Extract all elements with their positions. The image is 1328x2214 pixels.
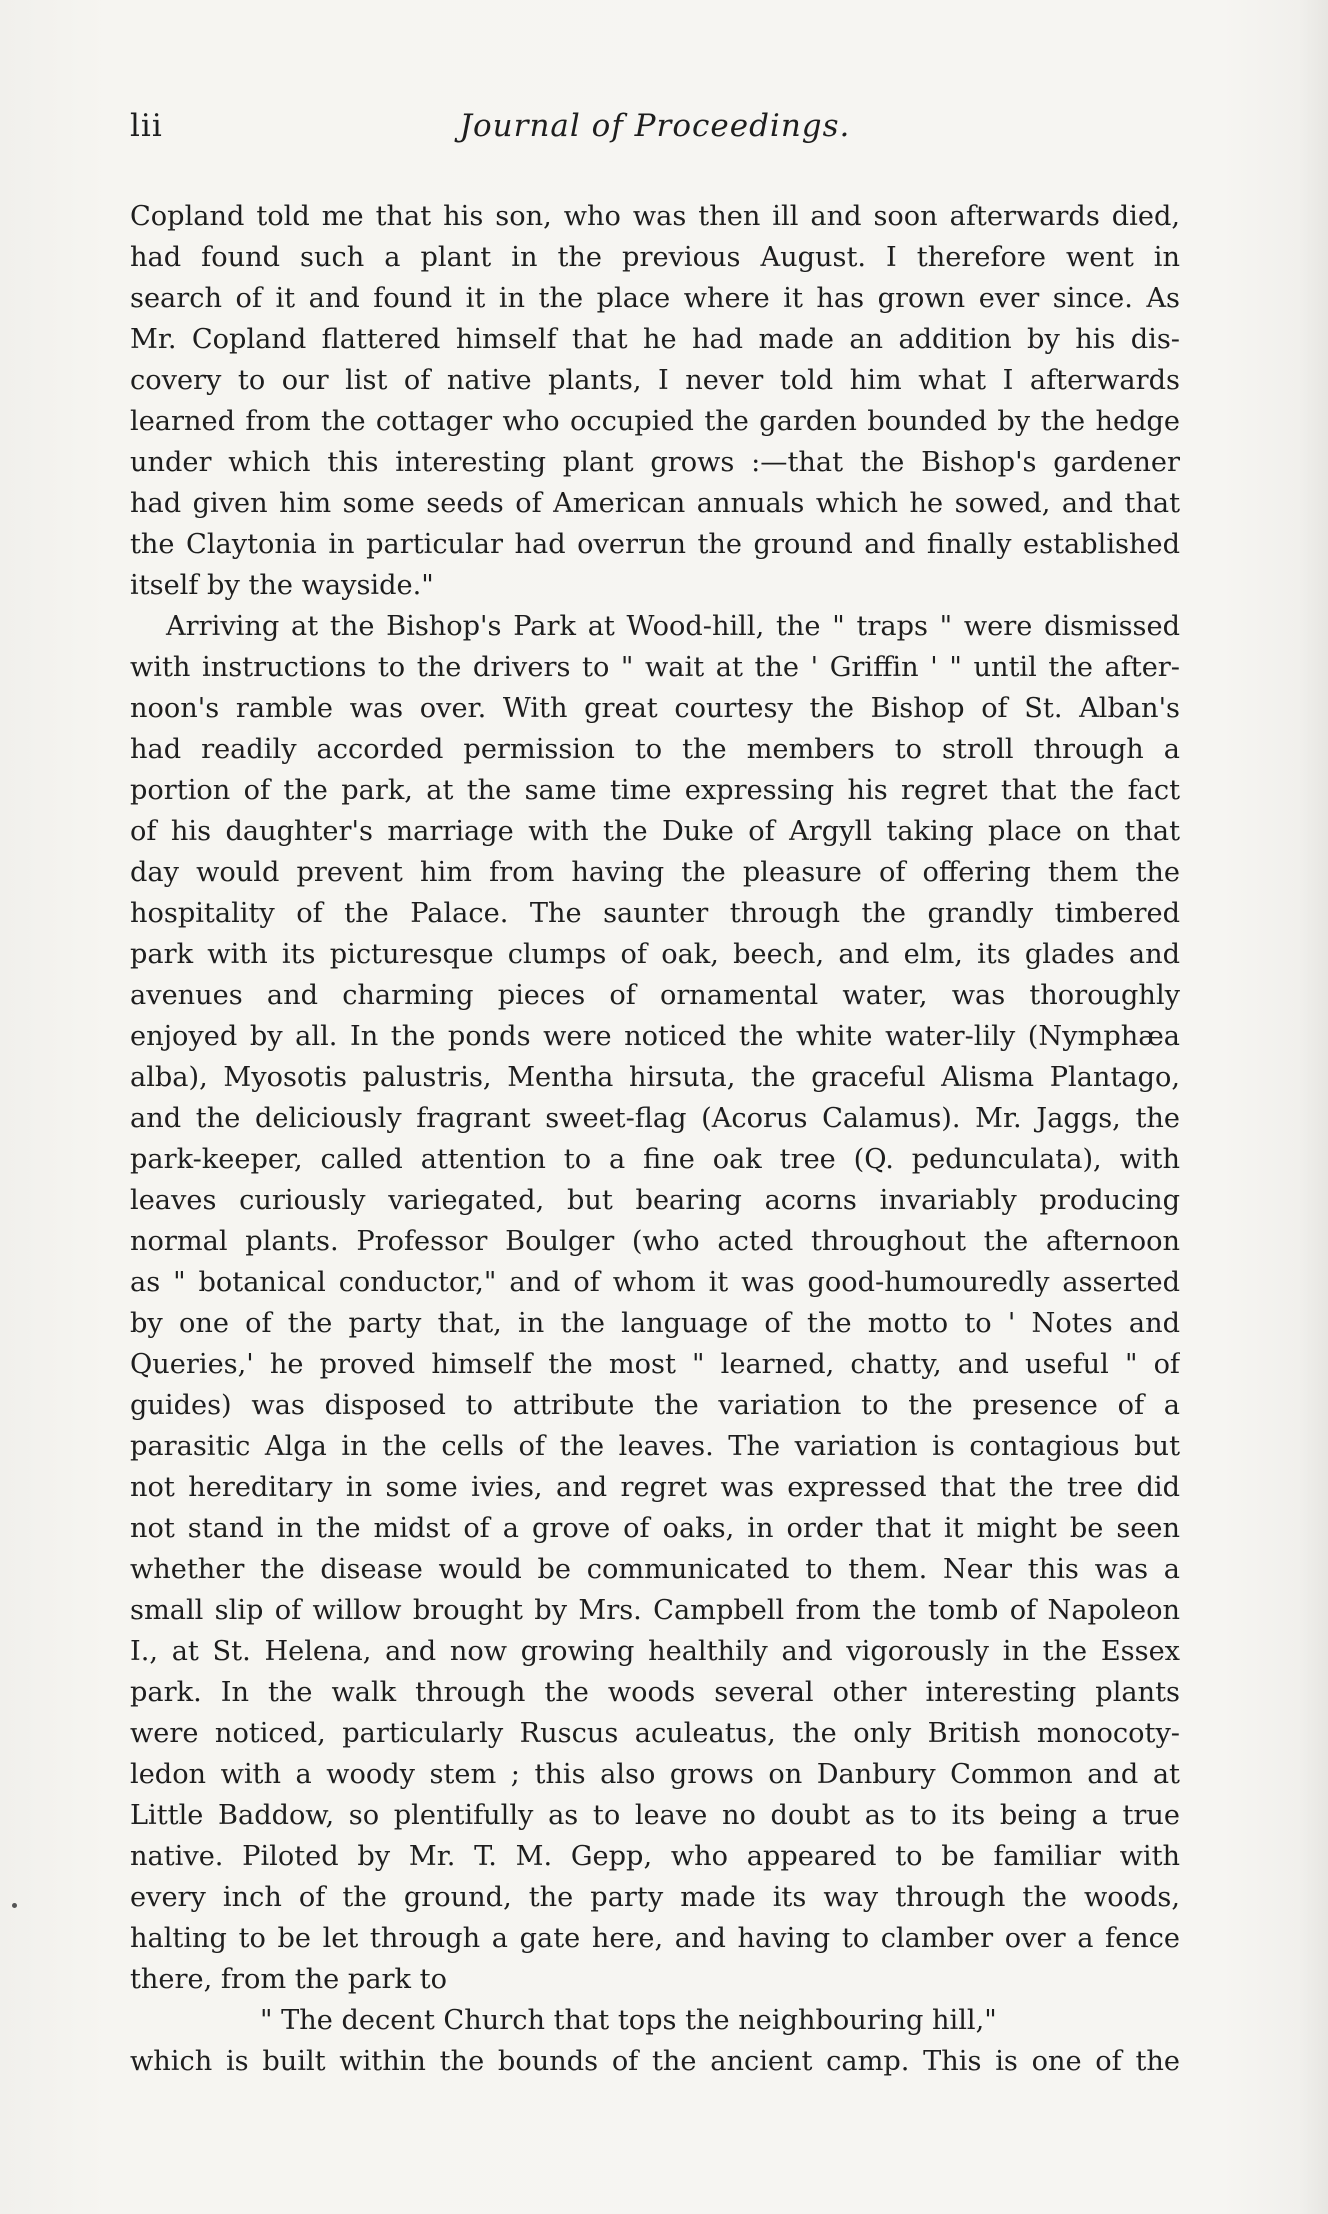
text-line: had readily accorded permission to the members to stroll through a <box>130 734 1180 765</box>
text-line: parasitic Alga in the cells of the leaves. The variation is contagious but <box>130 1431 1180 1462</box>
text-line: there, from the park to <box>130 1964 447 1995</box>
text-line: small slip of willow brought by Mrs. Campbell from the tomb of Napoleon <box>130 1595 1180 1626</box>
text-line: under which this interesting plant grows :—that the Bishop's gardener <box>130 447 1180 478</box>
running-title: Journal of Proceedings. <box>459 108 851 144</box>
text-line: Arriving at the Bishop's Park at Wood-hill, the " traps " were dismissed <box>166 611 1180 642</box>
text-line: learned from the cottager who occupied the garden bounded by the hedge <box>130 406 1180 437</box>
text-line: Mr. Copland flattered himself that he had made an addition by his dis- <box>130 324 1180 355</box>
text-line: Little Baddow, so plentifully as to leave no doubt as to its being a true <box>130 1800 1180 1831</box>
text-line: not stand in the midst of a grove of oaks, in order that it might be seen <box>130 1513 1180 1544</box>
text-line: had found such a plant in the previous August. I therefore went in <box>130 242 1180 273</box>
text-line: as " botanical conductor," and of whom it was good-humouredly asserted <box>130 1267 1180 1298</box>
text-line: noon's ramble was over. With great courtesy the Bishop of St. Alban's <box>130 693 1180 724</box>
text-line: native. Piloted by Mr. T. M. Gepp, who appeared to be familiar with <box>130 1841 1180 1872</box>
text-line: and the deliciously fragrant sweet-flag (Acorus Calamus). Mr. Jaggs, the <box>130 1103 1180 1134</box>
text-line: the Claytonia in particular had overrun the ground and finally established <box>130 529 1180 560</box>
page-number: lii <box>130 108 163 144</box>
text-line: which is built within the bounds of the ancient camp. This is one of the <box>130 2046 1180 2077</box>
page-header <box>130 108 1180 158</box>
text-line: alba), Myosotis palustris, Mentha hirsuta, the graceful Alisma Plantago, <box>130 1062 1180 1093</box>
text-line: every inch of the ground, the party made its way through the woods, <box>130 1882 1180 1913</box>
text-line: halting to be let through a gate here, and having to clamber over a fence <box>130 1923 1180 1954</box>
quotation-line: " The decent Church that tops the neighbouring hill," <box>260 2005 997 2036</box>
text-line: of his daughter's marriage with the Duke of Argyll taking place on that <box>130 816 1180 847</box>
text-line: day would prevent him from having the pleasure of offering them the <box>130 857 1180 888</box>
text-line: park-keeper, called attention to a fine oak tree (Q. pedunculata), with <box>130 1144 1180 1175</box>
text-line: search of it and found it in the place where it has grown ever since. As <box>130 283 1180 314</box>
text-line: Queries,' he proved himself the most " learned, chatty, and useful " of <box>130 1349 1180 1380</box>
text-line: had given him some seeds of American annuals which he sowed, and that <box>130 488 1180 519</box>
text-line: park with its picturesque clumps of oak, beech, and elm, its glades and <box>130 939 1180 970</box>
body-text <box>130 196 1180 2082</box>
text-line: hospitality of the Palace. The saunter through the grandly timbered <box>130 898 1180 929</box>
text-line: itself by the wayside." <box>130 570 434 601</box>
text-line: ledon with a woody stem ; this also grows on Danbury Common and at <box>130 1759 1180 1790</box>
text-line: by one of the party that, in the language of the motto to ' Notes and <box>130 1308 1180 1339</box>
page-speck <box>12 1903 17 1908</box>
text-line: whether the disease would be communicated to them. Near this was a <box>130 1554 1180 1585</box>
text-line: leaves curiously variegated, but bearing acorns invariably producing <box>130 1185 1180 1216</box>
text-line: with instructions to the drivers to " wait at the ' Griffin ' " until the after- <box>130 652 1180 683</box>
text-line: I., at St. Helena, and now growing healthily and vigorously in the Essex <box>130 1636 1180 1667</box>
text-line: park. In the walk through the woods several other interesting plants <box>130 1677 1180 1708</box>
text-line: not hereditary in some ivies, and regret was expressed that the tree did <box>130 1472 1180 1503</box>
text-line: normal plants. Professor Boulger (who acted throughout the afternoon <box>130 1226 1180 1257</box>
text-line: avenues and charming pieces of ornamental water, was thoroughly <box>130 980 1180 1011</box>
text-line: were noticed, particularly Ruscus aculeatus, the only British monocoty- <box>130 1718 1180 1749</box>
text-line: portion of the park, at the same time expressing his regret that the fact <box>130 775 1180 806</box>
text-line: Copland told me that his son, who was then ill and soon afterwards died, <box>130 201 1180 232</box>
text-line: guides) was disposed to attribute the variation to the presence of a <box>130 1390 1180 1421</box>
text-line: enjoyed by all. In the ponds were noticed the white water-lily (Nymphæa <box>130 1021 1180 1052</box>
text-line: covery to our list of native plants, I never told him what I afterwards <box>130 365 1180 396</box>
